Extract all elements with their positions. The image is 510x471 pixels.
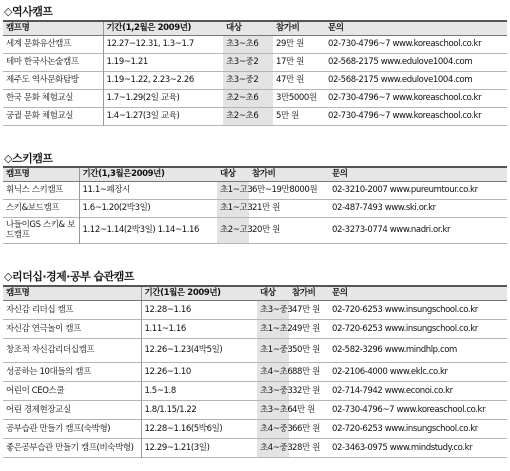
camp-period: 1.19~1.22, 2.23~2.26 [106,75,194,85]
camp-contact: 02-714-7942 www.econoi.co.kr [332,385,453,396]
table-row [3,338,507,362]
table-row [3,400,507,419]
table-row [3,381,507,400]
camp-fee: 49만 원 [292,323,320,334]
table-row [3,217,507,243]
camp-period: 1.8/1.15/1.22 [144,404,197,415]
table-header-row [3,167,507,181]
camp-target: 초3~중3 [257,300,289,319]
camp-name: 성공하는 10대들의 캠프 [3,362,141,381]
col-header-name: 캠프명 [3,21,103,35]
camp-fee: 47만 원 [292,304,320,315]
col-header-period: 기간(1,2월은 2009년) [103,21,223,35]
camp-contact: 02-730-4796~7 www.koreaschool.co.kr [328,111,482,121]
camp-fee: 47만 원 [276,75,304,85]
camp-target: 초1~고3 [217,199,249,217]
col-header-fee: 참가비 [249,167,329,181]
table-row [3,319,507,338]
col-header-contact: 문의 [329,286,507,300]
camp-target: 초1~초2 [257,319,289,338]
col-header-contact: 문의 [325,21,507,35]
table-row [3,181,507,199]
camp-period: 12.26~1.10 [144,366,191,377]
camp-period: 12.27~12.31, 1.3~1.7 [106,39,194,49]
camp-target: 초4~중3 [257,438,289,457]
section-title-leadership: ◇리더십·경제·공부 습관캠프 [4,270,135,283]
table-row [3,107,507,125]
camp-fee: 3만5000원 [276,93,317,103]
camp-contact: 02-487-7493 www.ski.or.kr [332,203,436,213]
camp-target: 초4~중3 [257,419,289,438]
camp-target: 초3~중3 [257,381,289,400]
camp-fee: 6만~19만8000원 [252,185,318,195]
leadership-camp-table [3,285,507,458]
camp-fee: 5만 원 [276,111,299,121]
camp-target: 초3~초6 [223,35,273,53]
camp-target: 초4~초6 [257,362,289,381]
table-row [3,438,507,457]
table-row [3,89,507,107]
camp-period: 1.7~1.29(2일 교육) [106,93,180,103]
table-row [3,53,507,71]
col-header-period: 기간(1월은 2009년) [141,286,257,300]
history-camp-table [3,20,507,126]
camp-target: 초2~고3 [217,217,249,243]
camp-target: 초2~초6 [223,89,273,107]
camp-contact: 02-568-2175 www.edulove1004.com [328,75,473,85]
camp-period: 1.11~1.16 [144,323,186,334]
table-row [3,419,507,438]
camp-name: 휘닉스 스키캠프 [3,181,79,199]
camp-contact: 02-3463-0975 www.mindstudy.co.kr [332,442,473,453]
camp-contact: 02-720-6253 www.insungschool.co.kr [332,423,478,434]
camp-fee: 29만 원 [276,39,304,49]
camp-fee: 28만 원 [292,442,320,453]
camp-target: 초1~고3 [217,181,249,199]
table-header-row [3,286,507,300]
camp-name: 궁궐 문화 체험교실 [3,107,103,125]
camp-period: 1.6~1.20(2박3일) [82,203,151,213]
camp-contact: 02-730-4796~7 www.koreaschool.co.kr [332,404,486,415]
col-header-name: 캠프명 [3,167,79,181]
camp-name: 좋은공부습관 만들기 캠프(비숙박형) [3,438,141,457]
camp-name: 나들이GS 스키& 보드캠프 [3,217,79,243]
col-header-fee: 참가비 [289,286,329,300]
camp-target: 초3~중2 [223,53,273,71]
col-header-contact: 문의 [329,167,507,181]
camp-contact: 02-730-4796~7 www.koreaschool.co.kr [328,93,482,103]
camp-period: 1.4~1.27(3일 교육) [106,111,180,121]
camp-name: 테마 한국사논술캠프 [3,53,103,71]
camp-name: 창조적 자신감리더십캠프 [3,338,141,362]
camp-fee: 21만 원 [252,203,280,213]
camp-contact: 02-582-3296 www.mindhlp.com [332,345,457,355]
camp-contact: 02-2106-4000 www.eklc.co.kr [332,366,448,377]
camp-period: 12.28~1.16(5박6일) [144,423,223,434]
section-title-ski: ◇스키캠프 [4,152,53,165]
camp-fee: 66만 원 [292,423,320,434]
camp-contact: 02-720-6253 www.insungschool.co.kr [332,304,478,315]
table-row [3,300,507,319]
camp-contact: 02-3273-0774 www.nadri.or.kr [332,225,451,235]
camp-name: 어린이 CEO스쿨 [3,381,141,400]
camp-contact: 02-730-4796~7 www.koreaschool.co.kr [328,39,482,49]
camp-period: 11.1~폐장시 [82,185,130,195]
camp-period: 12.28~1.16 [144,304,191,315]
table-row [3,35,507,53]
camp-fee: 50만 원 [292,345,320,355]
camp-contact: 02-3210-2007 www.pureumtour.co.kr [332,185,478,195]
camp-name: 스키&보드캠프 [3,199,79,217]
table-row [3,199,507,217]
camp-fee: 32만 원 [292,385,320,396]
col-header-target: 대상 [217,167,249,181]
col-header-fee: 참가비 [273,21,325,35]
camp-period: 1.19~1.21 [106,57,148,67]
camp-name: 한국 문화 체험교실 [3,89,103,107]
camp-fee: 17만 원 [276,57,304,67]
camp-period: 12.26~1.23(4박5일) [144,345,223,355]
camp-contact: 02-568-2175 www.edulove1004.com [328,57,473,67]
table-header-row [3,21,507,35]
camp-period: 1.5~1.8 [144,385,176,396]
camp-target: 초3~중2 [223,71,273,89]
col-header-target: 대상 [257,286,289,300]
section-title-history: ◇역사캠프 [4,5,53,18]
camp-fee: 20만 원 [252,225,280,235]
camp-contact: 02-720-6253 www.insungschool.co.kr [332,323,478,334]
col-header-target: 대상 [223,21,273,35]
camp-period: 1.12~1.14(2박3일) 1.14~1.16 [82,225,200,235]
col-header-period: 기간(1,3월은2009년) [79,167,217,181]
table-row [3,362,507,381]
ski-camp-table [3,166,507,244]
camp-target: 초1~중3 [257,338,289,362]
table-row [3,71,507,89]
camp-target: 초2~초6 [223,107,273,125]
camp-name: 세계 문화유산캠프 [3,35,103,53]
camp-period: 12.29~1.21(3일) [144,442,210,453]
camp-name: 제주도 역사문화탐방 [3,71,103,89]
camp-name: 자신감 연극놀이 캠프 [3,319,141,338]
camp-name: 어린 경제현장교실 [3,400,141,419]
camp-fee: 88만 원 [292,366,320,377]
col-header-name: 캠프명 [3,286,141,300]
camp-fee: 4만 원 [292,404,315,415]
camp-target: 초3~초6 [257,400,289,419]
camp-name: 공부습관 만들기 캠프(숙박형) [3,419,141,438]
camp-name: 자신감 리더십 캠프 [3,300,141,319]
